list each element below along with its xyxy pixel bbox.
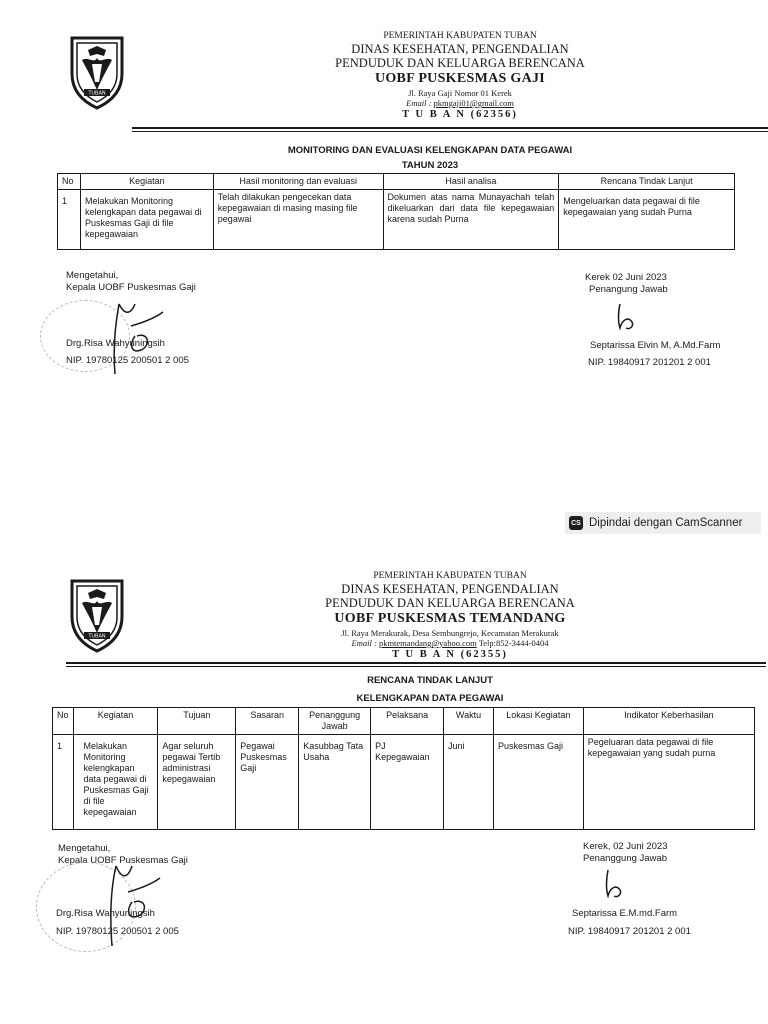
table-header-row	[53, 708, 755, 735]
title-line1: MONITORING DAN EVALUASI KELENGKAPAN DATA PEGAWAI	[287, 145, 573, 156]
table-cell: Melakukan Monitoring kelengkapan data pegawai di Puskesmas Gaji di file kepegawaian	[73, 735, 158, 830]
responsible-nip: NIP. 19840917 201201 2 001	[588, 357, 711, 368]
svg-text:TUBAN: TUBAN	[88, 90, 106, 97]
svg-text:TUBAN: TUBAN	[88, 633, 106, 640]
responsible-signature	[600, 868, 630, 900]
letterhead-unit-name: UOBF PUSKESMAS TEMANDANG	[334, 611, 566, 626]
title-line2: TAHUN 2023	[401, 160, 459, 171]
responsible-signature	[612, 302, 642, 332]
table-row	[53, 735, 755, 830]
letterhead-government: PEMERINTAH KABUPATEN TUBAN	[383, 31, 537, 41]
document-follow-up-plan	[0, 540, 768, 1024]
letterhead-divider-thick	[66, 662, 766, 664]
table-row	[58, 190, 735, 250]
table-header-cell: Hasil analisa	[383, 174, 559, 190]
letterhead-unit-name: UOBF PUSKESMAS GAJI	[374, 71, 546, 86]
table-header-cell: Penanggung Jawab	[299, 708, 371, 735]
table-header-cell: Pelaksana	[371, 708, 444, 735]
title-line2: KELENGKAPAN DATA PEGAWAI	[356, 693, 504, 704]
table-header-cell: Kegiatan	[73, 708, 158, 735]
camscanner-icon: CS	[569, 516, 583, 530]
approver-name: Drg.Risa Wahyuningsih	[56, 908, 155, 919]
letterhead-divider-thin	[66, 666, 766, 667]
table-header-cell: No	[53, 708, 74, 735]
letterhead-agency-line2: PENDUDUK DAN KELUARGA BERENCANA	[335, 56, 585, 70]
approver-block	[66, 270, 196, 294]
letterhead-email-line	[290, 638, 610, 648]
table-cell: Juni	[444, 735, 494, 830]
approver-name: Drg.Risa Wahyuningsih	[66, 338, 165, 349]
letterhead-city: T U B A N (62356)	[402, 109, 518, 120]
signing-date: Kerek 02 Juni 2023	[585, 272, 667, 283]
approver-nip: NIP. 19780125 200501 2 005	[66, 355, 189, 366]
table-header-cell: Lokasi Kegiatan	[493, 708, 583, 735]
letterhead-city: T U B A N (62355)	[392, 649, 508, 660]
approver-acknowledged: Mengetahui,	[66, 270, 119, 281]
letterhead	[300, 30, 620, 122]
camscanner-text: Dipindai dengan CamScanner	[589, 517, 743, 529]
table-cell: Mengeluarkan data pegawai di file kepegawaian yang sudah Purna	[559, 190, 735, 250]
letterhead	[290, 570, 610, 662]
email-link[interactable]: pkmtemandang@yahoo.com	[378, 638, 477, 648]
letterhead-government: PEMERINTAH KABUPATEN TUBAN	[373, 571, 527, 581]
responsible-name: Septarissa E.M.md.Farm	[572, 908, 678, 919]
email-label: Email :	[351, 638, 377, 648]
responsible-identity	[590, 340, 720, 369]
table-cell: Pegeluaran data pegawai di file kepegawaian yang sudah purna	[583, 735, 754, 830]
tuban-regency-logo	[66, 34, 128, 110]
email-label: Email :	[406, 98, 432, 108]
letterhead-divider-thick	[132, 127, 768, 129]
table-header-cell: Hasil monitoring dan evaluasi	[213, 174, 383, 190]
camscanner-watermark	[565, 512, 761, 534]
table-header-cell: Kegiatan	[80, 174, 213, 190]
table-cell: Puskesmas Gaji	[493, 735, 583, 830]
responsible-role: Penanggung Jawab	[583, 853, 667, 864]
approver-acknowledged: Mengetahui,	[58, 843, 111, 854]
letterhead-divider-thin	[132, 131, 768, 132]
follow-up-table	[52, 707, 755, 830]
approver-title: Kepala UOBF Puskesmas Gaji	[58, 855, 188, 866]
table-header-cell: Rencana Tindak Lanjut	[559, 174, 735, 190]
table-cell: Kasubbag Tata Usaha	[299, 735, 371, 830]
responsible-identity	[568, 908, 691, 938]
letterhead-address: Jl. Raya Merakurak, Desa Sembungrejo, Kecamatan Merakurak	[341, 628, 559, 638]
table-header-row	[58, 174, 735, 190]
approver-nip: NIP. 19780125 200501 2 005	[56, 926, 179, 937]
approver-identity	[66, 338, 189, 367]
monitoring-table	[57, 173, 735, 250]
table-cell: Telah dilakukan pengecekan data kepegawaian di masing masing file pegawai	[213, 190, 383, 250]
table-header-cell: No	[58, 174, 81, 190]
letterhead-agency-line1: DINAS KESEHATAN, PENGENDALIAN	[351, 42, 569, 56]
letterhead-email-line	[300, 98, 620, 108]
table-header-cell: Sasaran	[236, 708, 299, 735]
tuban-regency-logo	[66, 577, 128, 653]
table-cell: Pegawai Puskesmas Gaji	[236, 735, 299, 830]
table-cell: 1	[58, 190, 81, 250]
responsible-block	[583, 841, 668, 865]
letterhead-address: Jl. Raya Gaji Nomor 01 Kerek	[408, 88, 512, 98]
letterhead-agency-line2: PENDUDUK DAN KELUARGA BERENCANA	[325, 596, 575, 610]
phone-number: Telp:852-3444-0404	[478, 638, 549, 648]
signing-date: Kerek, 02 Juni 2023	[583, 841, 668, 852]
title-line1: RENCANA TINDAK LANJUT	[367, 675, 493, 686]
document-title	[180, 143, 680, 173]
table-cell: Melakukan Monitoring kelengkapan data pegawai di Puskesmas Gaji di file kepegawaian	[80, 190, 213, 250]
responsible-role: Penangung Jawab	[589, 284, 668, 295]
table-header-cell: Waktu	[444, 708, 494, 735]
table-header-cell: Indikator Keberhasilan	[583, 708, 754, 735]
approver-title: Kepala UOBF Puskesmas Gaji	[66, 282, 196, 293]
table-cell: Dokumen atas nama Munayachah telah dikeluarkan dari data file kepegawaian karena sudah Purna	[383, 190, 559, 250]
approver-identity	[56, 908, 179, 938]
responsible-name: Septarissa Elvin M, A.Md.Farm	[590, 340, 721, 351]
table-header-cell: Tujuan	[158, 708, 236, 735]
document-monitoring	[0, 0, 768, 500]
table-cell: Agar seluruh pegawai Tertib administrasi kepegawaian	[158, 735, 236, 830]
responsible-block	[585, 272, 668, 296]
letterhead-agency-line1: DINAS KESEHATAN, PENGENDALIAN	[341, 582, 559, 596]
table-cell: PJ Kepegawaian	[371, 735, 444, 830]
responsible-nip: NIP. 19840917 201201 2 001	[568, 926, 691, 937]
document-title	[180, 673, 680, 706]
email-link[interactable]: pkmgaji01@gmail.com	[433, 98, 514, 108]
table-cell: 1	[53, 735, 74, 830]
